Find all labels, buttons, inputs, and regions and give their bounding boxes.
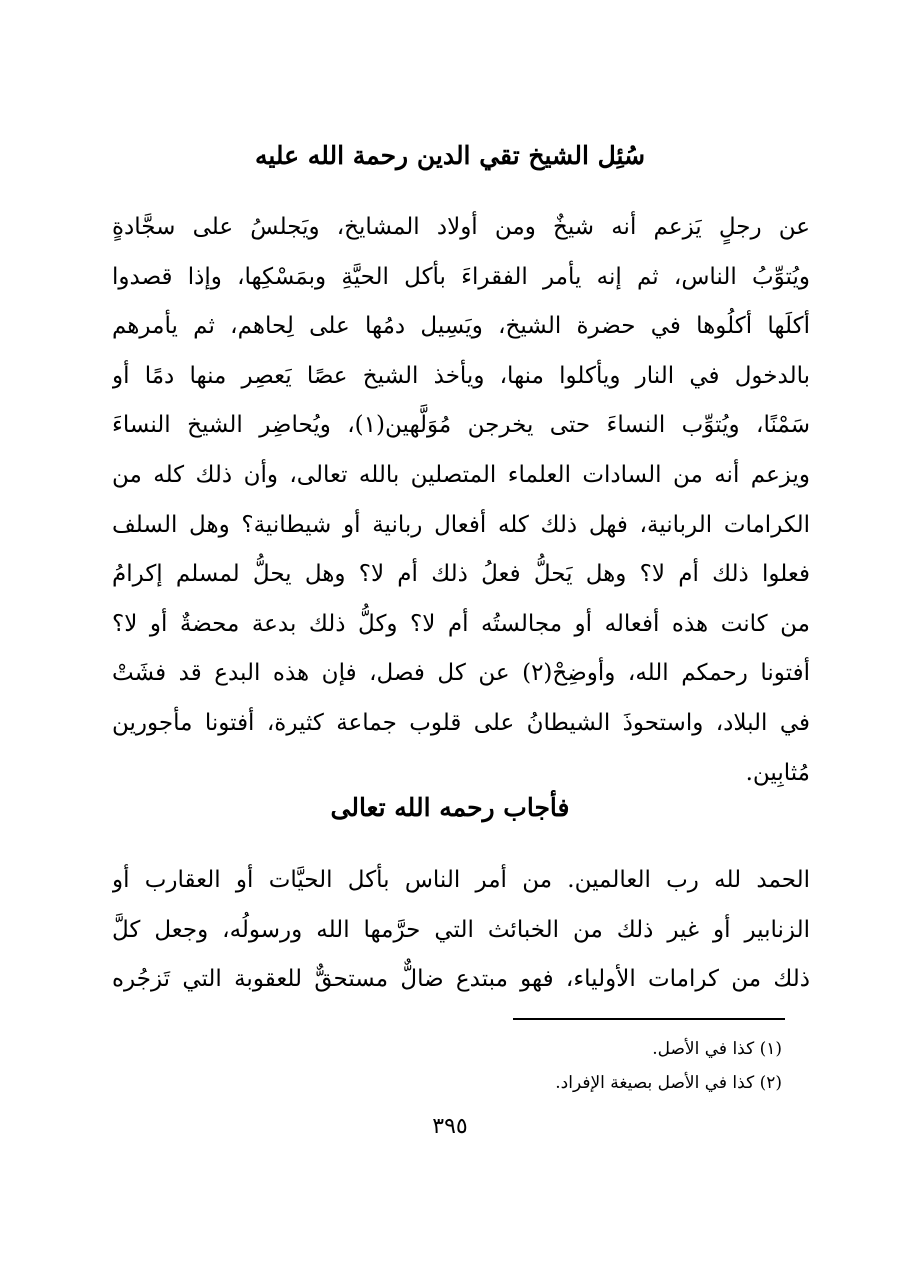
text-line: أكلَها أكلُوها في حضرة الشيخ، ويَسِيل دمُها على لِحاهم، ثم يأمرهم <box>112 313 810 340</box>
text-line: بالدخول في النار ويأكلوا منها، ويأخذ الشيخ عصًا يَعصِر منها دمًا أو <box>112 362 810 389</box>
answer-paragraph <box>112 856 810 1005</box>
text-line: عن رجلٍ يَزعم أنه شيخٌ ومن أولاد المشايخ، ويَجلسُ على سجَّادةٍ <box>112 214 810 240</box>
text-line: الحمد لله رب العالمين. من أمر الناس بأكل الحيَّات أو العقارب أو <box>112 867 810 893</box>
question-paragraph <box>112 203 810 798</box>
text-line: ذلك من كرامات الأولياء، فهو مبتدع ضالٌّ مستحقٌّ للعقوبة التي تَزجُره <box>112 966 810 993</box>
answer-title: فأجاب رحمه الله تعالى <box>330 793 570 822</box>
text-line: ويُتوِّبُ الناس، ثم إنه يأمر الفقراءَ بأكل الحيَّةِ وبمَسْكِها، وإذا قصدوا <box>112 263 810 290</box>
footnote-2: (٢) كذا في الأصل بصيغة الإفراد. <box>555 1073 782 1093</box>
text-line: في البلاد، واستحوذَ الشيطانُ على قلوب جماعة كثيرة، أفتونا مأجورين <box>112 709 810 736</box>
text-line: الزنابير أو غير ذلك من الخبائث التي حرَّمها الله ورسولُه، وجعل كلَّ <box>112 916 810 943</box>
text-line: ويزعم أنه من السادات العلماء المتصلين بالله تعالى، وأن ذلك كله من <box>112 461 810 488</box>
text-line: مُثابِين. <box>745 759 810 786</box>
footnote-divider <box>513 1018 785 1020</box>
footnote-1: (١) كذا في الأصل. <box>652 1039 782 1059</box>
question-title: سُئِل الشيخ تقي الدين رحمة الله عليه <box>254 141 646 170</box>
text-line: سَمْنًا، ويُتوِّب النساءَ حتى يخرجن مُوَلَّهين(١)، ويُحاضِر الشيخ النساءَ <box>112 412 810 439</box>
text-line: فعلوا ذلك أم لا؟ وهل يَحلُّ فعلُ ذلك أم لا؟ وهل يحلُّ لمسلم إكرامُ <box>112 561 810 588</box>
page-number: ٣٩٥ <box>432 1114 468 1139</box>
text-line: من كانت هذه أفعاله أو مجالستُه أم لا؟ وكلُّ ذلك بدعة محضةٌ أو لا؟ <box>112 610 810 637</box>
text-line: أفتونا رحمكم الله، وأوضِحْ(٢) عن كل فصل، فإن هذه البدع قد فشَتْ <box>112 660 810 687</box>
text-line: الكرامات الربانية، فهل ذلك كله أفعال ربانية أو شيطانية؟ وهل السلف <box>112 511 810 538</box>
